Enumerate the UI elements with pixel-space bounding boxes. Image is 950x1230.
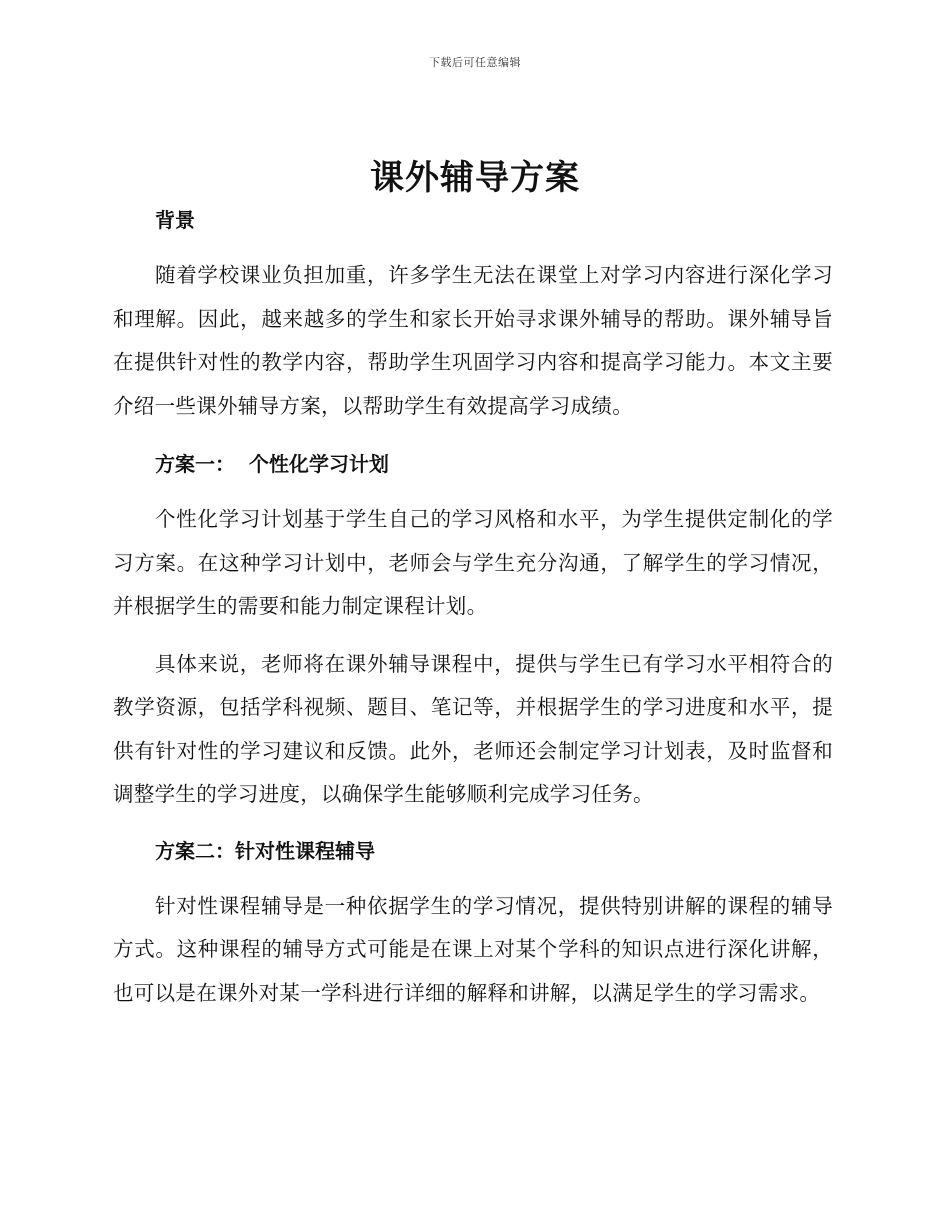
paragraph-plan-two-intro: 针对性课程辅导是一种依据学生的学习情况，提供特别讲解的课程的辅导方式。这种课程的辅导方式可能是在课上对某个学科的知识点进行深化讲解，也可以是在课外对某一学科进行详细的解释和讲解，以满足学生的学习需求。 xyxy=(113,893,833,1005)
paragraph-background: 随着学校课业负担加重，许多学生无法在课堂上对学习内容进行深化学习和理解。因此，越来越多的学生和家长开始寻求课外辅导的帮助。课外辅导旨在提供针对性的教学内容，帮助学生巩固学习内容和提高学习能力。本文主要介绍一些课外辅导方案，以帮助学生有效提高学习成绩。 xyxy=(113,263,833,418)
section-heading-plan-one: 方案一： 个性化学习计划 xyxy=(155,452,389,476)
page-header-note: 下载后可任意编辑 xyxy=(429,56,521,69)
section-heading-plan-two: 方案二：针对性课程辅导 xyxy=(155,838,375,863)
paragraph-plan-one-intro: 个性化学习计划基于学生自己的学习风格和水平，为学生提供定制化的学习方案。在这种学习计划中，老师会与学生充分沟通，了解学生的学习情况，并根据学生的需要和能力制定课程计划。 xyxy=(113,507,833,618)
document-body xyxy=(113,204,833,1015)
document-title: 课外辅导方案 xyxy=(370,158,580,198)
paragraph-plan-one-details: 具体来说，老师将在课外辅导课程中，提供与学生已有学习水平相符合的教学资源，包括学科视频、题目、笔记等，并根据学生的学习进度和水平，提供有针对性的学习建议和反馈。此外，老师还会制定学习计划表，及时监督和调整学生的学习进度，以确保学生能够顺利完成学习任务。 xyxy=(113,651,833,806)
section-heading-background: 背景 xyxy=(155,208,195,232)
